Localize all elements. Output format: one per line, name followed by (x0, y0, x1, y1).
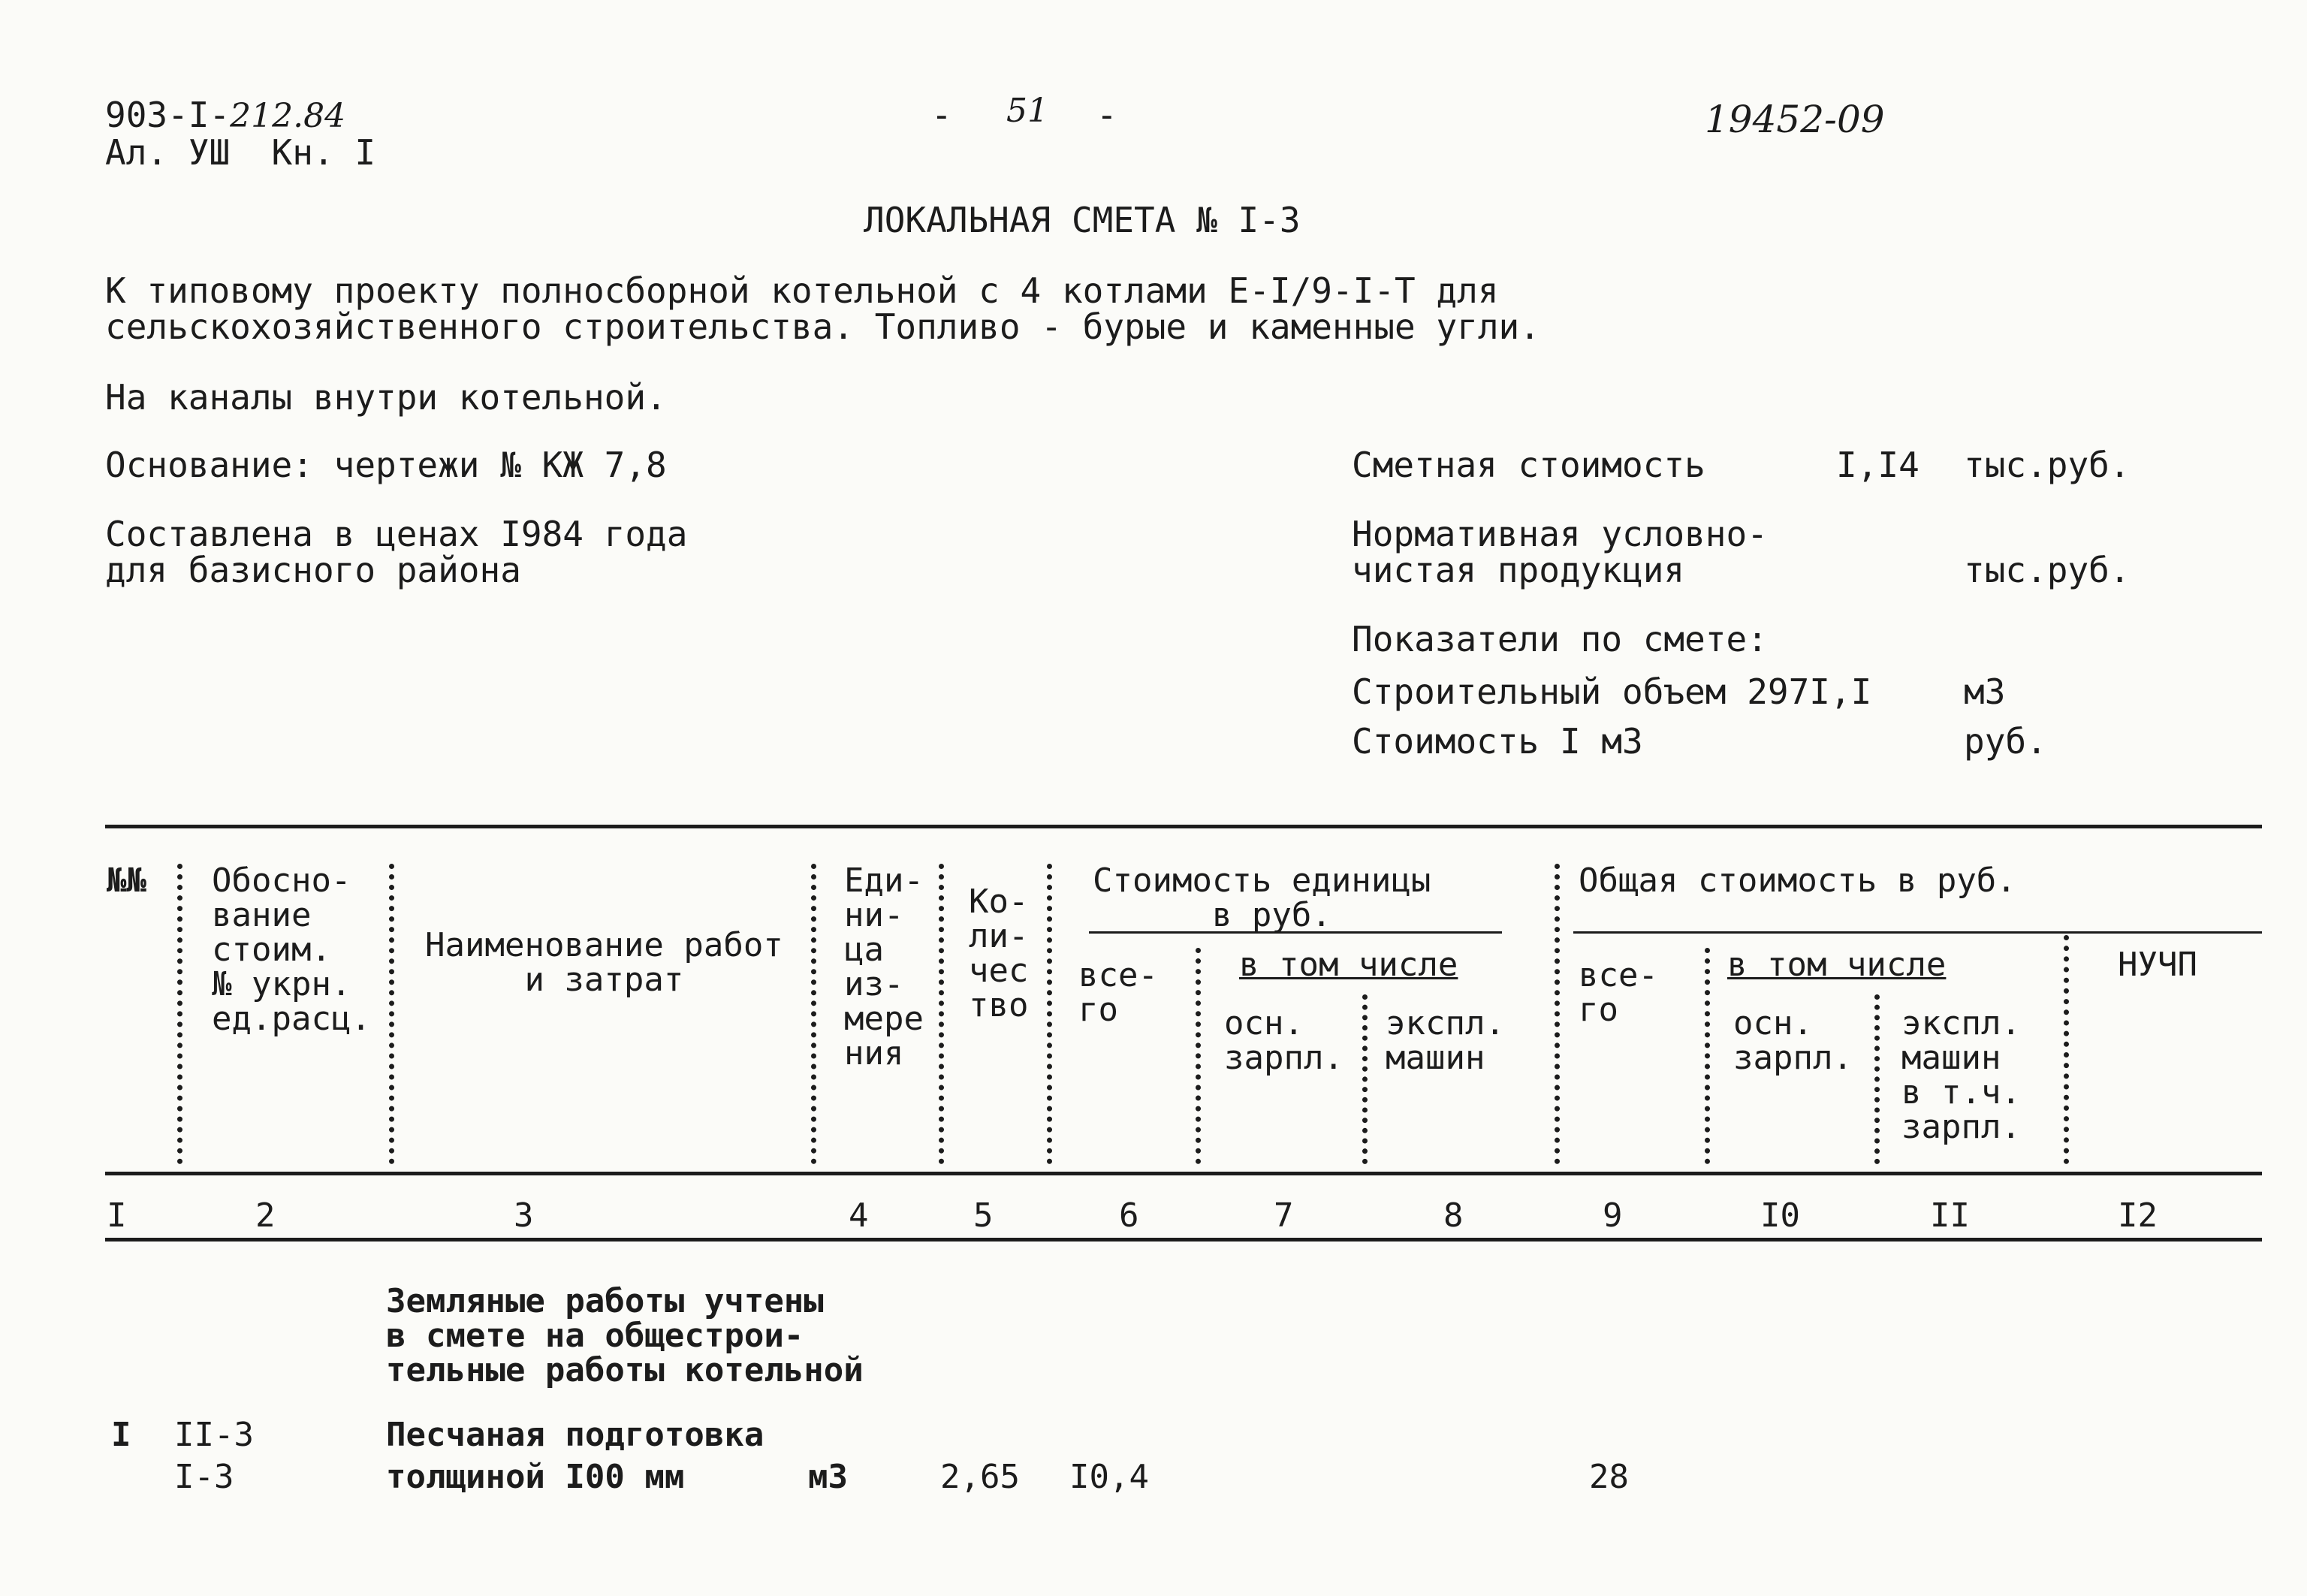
column-number: 7 (1274, 1196, 1294, 1235)
row-total-cost: 28 (1589, 1458, 1629, 1496)
row-unit: м3 (808, 1458, 848, 1496)
inventory-number: 19452-09 (1705, 98, 1885, 141)
col-header-total-machines: экспл. машин в т.ч. зарпл. (1901, 1004, 2021, 1146)
column-separator (1047, 864, 1058, 1164)
column-number: 3 (514, 1196, 534, 1235)
row-number: I (111, 1416, 131, 1454)
album-book-label: Ал. УШ Кн. I (105, 132, 376, 173)
row-quantity: I0,4 (1069, 1458, 1149, 1496)
estimated-cost-value: I,I4 (1836, 445, 1919, 485)
document-code-printed: 903-I- (105, 95, 231, 135)
page-number-dash-left: - (931, 95, 952, 135)
row-basis-line-1: II-3 (174, 1416, 254, 1454)
col-header-incl-a: в том числе (1239, 946, 1458, 984)
column-separator (389, 864, 400, 1164)
earthworks-note: Земляные работы учтены в смете на общестрои- тельные работы котельной (386, 1282, 864, 1389)
intro-line-1: К типовому проекту полносборной котельной с 4 котлами Е-I/9-I-Т для (105, 270, 1499, 311)
col-header-unit-machines: экспл. машин (1386, 1004, 1505, 1077)
estimated-cost-unit: тыс.руб. (1964, 445, 2131, 485)
column-number: 9 (1603, 1196, 1623, 1235)
document-code-handwritten: 212.84 (230, 97, 346, 135)
row-unit-cost-total: 2,65 (940, 1458, 1020, 1496)
nuchp-unit: тыс.руб. (1964, 550, 2131, 590)
row-basis-line-2: I-3 (174, 1458, 234, 1496)
prices-line-2: для базисного района (105, 550, 521, 590)
nuchp-label-1: Нормативная условно- (1352, 514, 1768, 554)
indicators-label: Показатели по смете: (1352, 619, 1768, 659)
column-number: I2 (2118, 1196, 2158, 1235)
column-separator (177, 864, 188, 1164)
column-separator (2064, 935, 2075, 1164)
column-separator (1362, 994, 1374, 1164)
table-header-bottom-rule (105, 1172, 2262, 1175)
col-header-basis: Обосно- вание стоим. № укрн. ед.расц. (212, 861, 371, 1038)
unit-cost-label: Стоимость I м3 (1352, 721, 1643, 762)
col-header-nuchp: НУЧП (2118, 946, 2197, 984)
basis-line: Основание: чертежи № КЖ 7,8 (105, 445, 667, 485)
column-separator (1874, 994, 1886, 1164)
column-separator (1705, 948, 1716, 1164)
table-top-rule (105, 825, 2262, 828)
col-header-unit-cost-total: все- го (1078, 956, 1158, 1029)
column-separator (1555, 864, 1566, 1164)
page-number-dash-right: - (1096, 95, 1117, 135)
building-volume-unit: м3 (1964, 671, 2006, 712)
column-number: I0 (1760, 1196, 1800, 1235)
total-cost-group-rule (1573, 931, 2262, 934)
document-code (105, 96, 345, 135)
column-separator (811, 864, 822, 1164)
unit-cost-unit: руб. (1964, 721, 2047, 762)
estimated-cost-label: Сметная стоимость (1352, 445, 1705, 485)
column-numbers-bottom-rule (105, 1238, 2262, 1242)
col-header-unit: Еди- ни- ца из- мере ния (844, 861, 924, 1073)
prices-line-1: Составлена в ценах I984 года (105, 514, 688, 554)
col-header-total-wages: осн. зарпл. (1733, 1004, 1853, 1077)
col-header-total-cost: все- го (1579, 956, 1658, 1029)
row-name-line-1: Песчаная подготовка (386, 1416, 764, 1454)
row-name-line-2: толщиной I00 мм (386, 1458, 685, 1496)
col-header-unit-wages: осн. зарпл. (1224, 1004, 1343, 1077)
column-number: 8 (1443, 1196, 1464, 1235)
col-header-name: Наименование работ и затрат (425, 926, 783, 999)
column-number: II (1930, 1196, 1970, 1235)
column-number: 2 (255, 1196, 276, 1235)
col-header-incl-b: в том числе (1727, 946, 1947, 984)
col-header-number: №№ (107, 861, 146, 900)
col-header-unit-cost-group: Стоимость единицы в руб. (1093, 861, 1431, 934)
nuchp-label-2: чистая продукция (1352, 550, 1685, 590)
building-volume-label: Строительный объем 297I,I (1352, 671, 1872, 712)
column-number: 5 (973, 1196, 994, 1235)
column-number: 4 (849, 1196, 869, 1235)
column-number: 6 (1119, 1196, 1139, 1235)
intro-line-2: сельскохозяйственного строительства. Топливо - бурые и каменные угли. (105, 306, 1540, 347)
column-separator (939, 864, 950, 1164)
document-title: ЛОКАЛЬНАЯ СМЕТА № I-3 (864, 200, 1301, 240)
col-header-total-cost-group: Общая стоимость в руб. (1579, 861, 2016, 900)
page-number: 51 (1006, 92, 1048, 130)
column-number: I (107, 1196, 127, 1235)
column-separator (1196, 948, 1207, 1164)
scope-line: На каналы внутри котельной. (105, 377, 667, 418)
col-header-quantity: Ко- ли- чес тво (969, 882, 1029, 1024)
